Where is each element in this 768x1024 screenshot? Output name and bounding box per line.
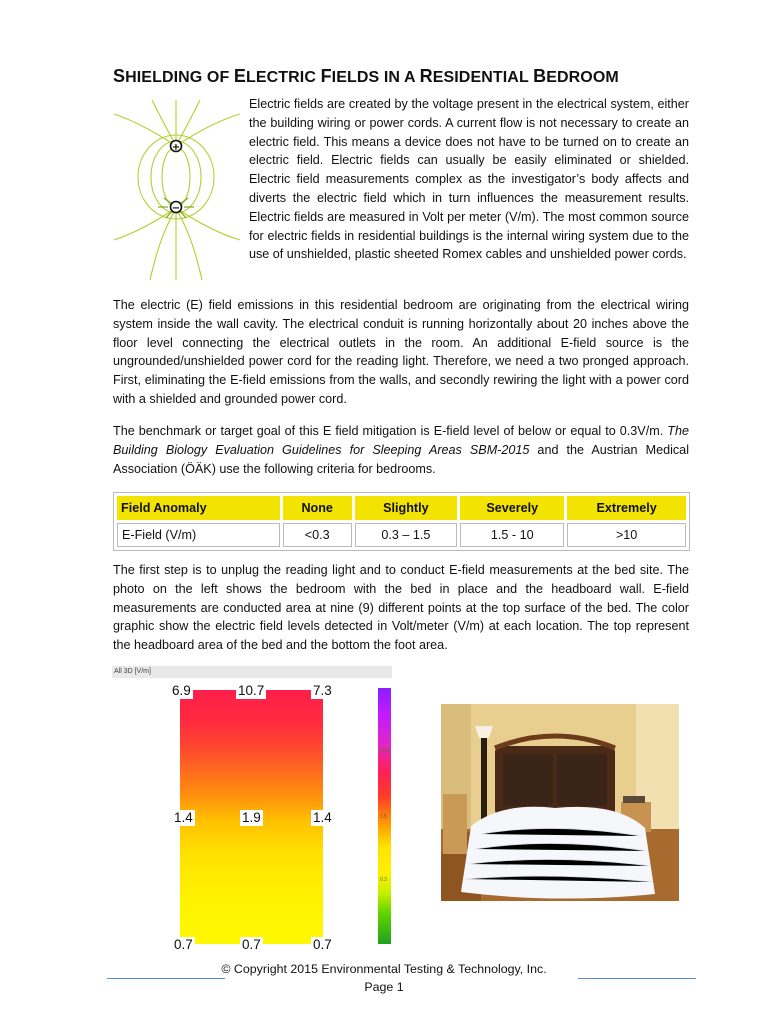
heatmap-value: 0.7 [242,937,261,952]
color-scale-tick: 10.0 [380,748,390,754]
copyright-footer: © Copyright 2015 Environmental Testing & Technology, Inc. [221,962,547,976]
criteria-cell: E-Field (V/m) [117,523,280,547]
criteria-cell: 0.3 – 1.5 [355,523,458,547]
plus-charge-label: + [171,142,181,153]
dipole-field-diagram [112,100,242,280]
intro-paragraph: Electric fields are created by the voltage present in the electrical system, either the building wiring or power cords. A current flow is not necessary to create an electric field. This means a device does not have to be turned on to create an electric field. Electric fields can usually be easily eliminated or shielded. Electric field measurements complex as the investigator’s body affects and diverts the electric field which in turn influences the measurement results. Electric fields are measured in Volt per meter (V/m). The most common source for electric fields in residential buildings is the internal wiring system due to the use of unshielded, plastic sheeted Romex cables and unshielded power cords. [249,97,689,262]
heatmap-value: 10.7 [238,683,265,698]
footer-rule [107,978,225,979]
criteria-header: Severely [460,496,564,520]
criteria-cell: 1.5 - 10 [460,523,564,547]
bedroom-photo [441,704,679,901]
criteria-header: Extremely [567,496,686,520]
emission-source-paragraph: The electric (E) field emissions in this residential bedroom are originating from the electrical wiring system inside the wall cavity. The electrical conduit is running horizontally about 20 inches above the floor level connecting the electrical outlets in the room. An additional E-field source is the ungrounded/unshielded power cord for the reading light. Therefore, we need a two pronged approach. First, eliminating the E-field emissions from the walls, and secondly rewiring the light with a power cord with a shielded and grounded power cord. [113,298,689,406]
heatmap-value: 1.4 [174,810,193,825]
criteria-header-row [117,496,686,520]
heatmap-value: 1.9 [242,810,261,825]
color-scale-tick: 0.3 [380,877,387,883]
heatmap-header-label: All 3D [V/m] [112,666,392,678]
criteria-cell: <0.3 [283,523,352,547]
color-scale-tick: 1.5 [380,814,387,820]
criteria-table [113,492,690,551]
page-title: SHIELDING OF ELECTRIC FIELDS IN A RESIDENTIAL BEDROOM [113,66,619,86]
benchmark-paragraph: The benchmark or target goal of this E field mitigation is E-field level of below or equal to 0.3V/m. The Building Biology Evaluation Guidelines for Sleeping Areas SBM-2015 and the Austrian Medical Association (ÖÄK) use the following criteria for bedrooms. [113,424,689,476]
heatmap-value: 7.3 [313,683,332,698]
criteria-header: None [283,496,352,520]
measurement-paragraph: The first step is to unplug the reading light and to conduct E-field measurements at the bed site. The photo on the left shows the bedroom with the bed in place and the headboard wall. E-field measurements are conducted area at nine (9) different points at the top surface of the bed. The color graphic show the electric field levels detected in Volt/meter (V/m) at each location. The top represent the headboard area of the bed and the bottom the foot area. [113,563,689,653]
heatmap-value: 0.7 [174,937,193,952]
criteria-header: Field Anomaly [117,496,280,520]
footer-rule [578,978,696,979]
heatmap-value: 6.9 [172,683,191,698]
criteria-cell: >10 [567,523,686,547]
minus-charge-label: − [171,203,181,214]
heatmap-value: 1.4 [313,810,332,825]
table-row [117,523,686,547]
heatmap-value: 0.7 [313,937,332,952]
page-number: Page 1 [364,980,404,994]
criteria-header: Slightly [355,496,458,520]
